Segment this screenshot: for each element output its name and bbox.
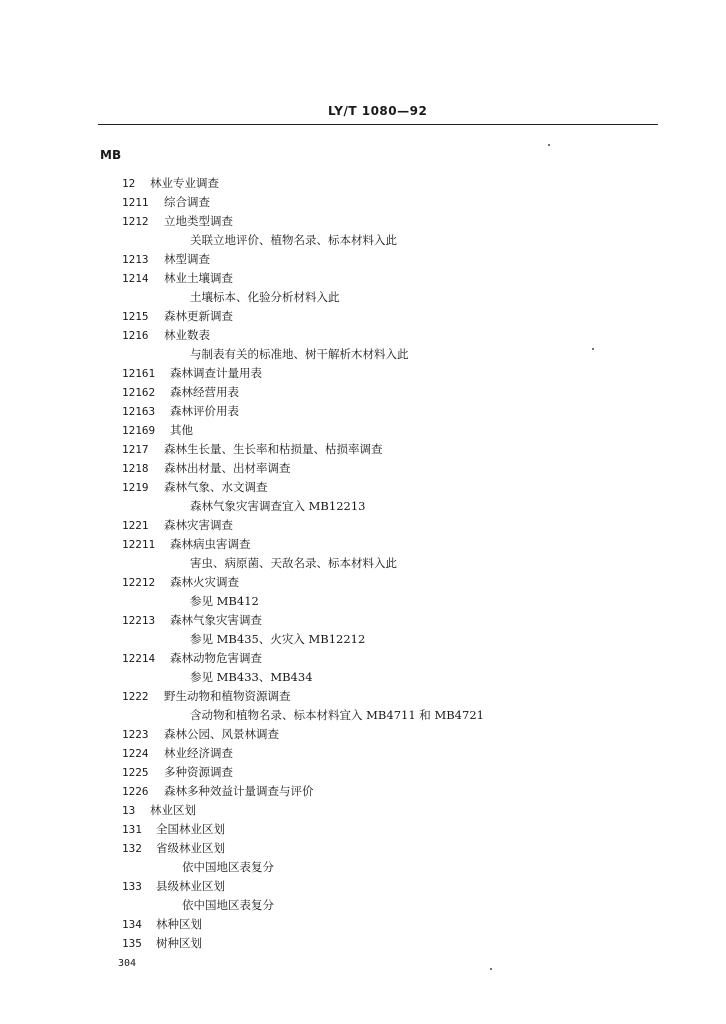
entry-code: 12169 <box>122 424 156 437</box>
entry-code: 12213 <box>122 614 156 627</box>
entry-code: 1218 <box>122 462 149 475</box>
entry-label: 林业专业调查 <box>150 176 219 190</box>
entry-label: 森林火灾调查 <box>170 575 239 589</box>
entry-row <box>0 421 726 440</box>
entry-label: 综合调查 <box>164 195 210 209</box>
entry-note: 害虫、病原菌、天敌名录、标本材料入此 <box>190 556 397 570</box>
entry-row <box>0 801 726 820</box>
entry-code: 1217 <box>122 443 149 456</box>
entry-label: 森林病虫害调查 <box>170 537 251 551</box>
entry-label: 森林调查计量用表 <box>170 366 262 380</box>
entry-note-row <box>0 592 726 611</box>
entry-code: 1213 <box>122 253 149 266</box>
entry-code: 12161 <box>122 367 156 380</box>
entry-note: 含动物和植物名录、标本材料宜入 MB4711 和 MB4721 <box>190 708 484 722</box>
entry-row <box>0 934 726 953</box>
entry-note-row <box>0 288 726 307</box>
entry-label: 森林多种效益计量调查与评价 <box>164 784 314 798</box>
entry-row <box>0 193 726 212</box>
entry-label: 立地类型调查 <box>164 214 233 228</box>
entry-note: 依中国地区表复分 <box>182 898 274 912</box>
entry-label: 森林公园、风景林调查 <box>164 727 279 741</box>
entry-note: 依中国地区表复分 <box>182 860 274 874</box>
entry-code: 12214 <box>122 652 156 665</box>
entry-note: 参见 MB433、MB434 <box>190 670 313 684</box>
entry-note: 参见 MB435、火灾入 MB12212 <box>190 632 366 646</box>
entry-code: 1223 <box>122 728 149 741</box>
entry-label: 森林更新调查 <box>164 309 233 323</box>
entry-row <box>0 573 726 592</box>
entry-label: 多种资源调查 <box>164 765 233 779</box>
entry-row <box>0 687 726 706</box>
entry-label: 县级林业区划 <box>156 879 225 893</box>
page-header: LY/T 1080—92 <box>328 104 428 118</box>
entry-code: 1212 <box>122 215 149 228</box>
entry-note-row <box>0 896 726 915</box>
entry-label: 树种区划 <box>156 936 202 950</box>
entry-note: 森林气象灾害调查宜入 MB12213 <box>190 499 366 513</box>
entry-label: 林业数表 <box>164 328 210 342</box>
entry-row <box>0 402 726 421</box>
entry-code: 1216 <box>122 329 149 342</box>
entry-note-row <box>0 554 726 573</box>
entry-label: 森林生长量、生长率和枯损量、枯损率调查 <box>164 442 383 456</box>
entry-label: 森林灾害调查 <box>164 518 233 532</box>
entry-note-row <box>0 630 726 649</box>
entry-row <box>0 307 726 326</box>
entry-label: 其他 <box>170 423 193 437</box>
entry-label: 森林气象灾害调查 <box>170 613 262 627</box>
entry-label: 森林动物危害调查 <box>170 651 262 665</box>
entry-label: 林业区划 <box>150 803 196 817</box>
entry-row <box>0 459 726 478</box>
entry-row <box>0 364 726 383</box>
entry-row <box>0 535 726 554</box>
entry-row <box>0 725 726 744</box>
entry-row <box>0 820 726 839</box>
scan-speck <box>548 144 550 146</box>
entry-label: 林业经济调查 <box>164 746 233 760</box>
entry-code: 1211 <box>122 196 149 209</box>
entry-code: 12211 <box>122 538 156 551</box>
entry-label: 林型调查 <box>164 252 210 266</box>
entry-code: 1215 <box>122 310 149 323</box>
entry-code: 1214 <box>122 272 149 285</box>
entry-code: 133 <box>122 880 142 893</box>
entry-row <box>0 478 726 497</box>
entry-row <box>0 174 726 193</box>
entry-code: 13 <box>122 804 136 817</box>
entry-note-row <box>0 706 726 725</box>
entry-code: 131 <box>122 823 142 836</box>
entry-code: 1221 <box>122 519 149 532</box>
header-rule <box>98 124 658 125</box>
entry-row <box>0 269 726 288</box>
entry-row <box>0 440 726 459</box>
entry-code: 134 <box>122 918 142 931</box>
entry-row <box>0 326 726 345</box>
entry-label: 森林气象、水文调查 <box>164 480 268 494</box>
entry-label: 野生动物和植物资源调查 <box>164 689 291 703</box>
entry-row <box>0 250 726 269</box>
entry-note-row <box>0 858 726 877</box>
entry-code: 1226 <box>122 785 149 798</box>
entry-note: 关联立地评价、植物名录、标本材料入此 <box>190 233 397 247</box>
entry-code: 132 <box>122 842 142 855</box>
entry-note-row <box>0 497 726 516</box>
section-code: MB <box>100 148 122 162</box>
entry-label: 省级林业区划 <box>156 841 225 855</box>
entry-code: 12162 <box>122 386 156 399</box>
entry-code: 1219 <box>122 481 149 494</box>
page-number: 304 <box>118 958 137 969</box>
entry-row <box>0 744 726 763</box>
entry-code: 12 <box>122 177 136 190</box>
entry-code: 135 <box>122 937 142 950</box>
scan-speck <box>592 348 594 350</box>
entry-row <box>0 212 726 231</box>
entry-note: 与制表有关的标准地、树干解析木材料入此 <box>190 347 409 361</box>
entry-row <box>0 611 726 630</box>
entry-row <box>0 877 726 896</box>
entry-row <box>0 649 726 668</box>
entry-row <box>0 383 726 402</box>
entry-code: 1224 <box>122 747 149 760</box>
entry-code: 1222 <box>122 690 149 703</box>
entry-row <box>0 763 726 782</box>
entry-note-row <box>0 668 726 687</box>
entry-row <box>0 915 726 934</box>
entry-label: 森林出材量、出材率调查 <box>164 461 291 475</box>
entry-label: 全国林业区划 <box>156 822 225 836</box>
entry-note: 参见 MB412 <box>190 594 259 608</box>
entry-label: 林业土壤调查 <box>164 271 233 285</box>
entry-label: 森林经营用表 <box>170 385 239 399</box>
entry-label: 森林评价用表 <box>170 404 239 418</box>
scan-speck <box>490 968 492 970</box>
entry-note-row <box>0 231 726 250</box>
entry-note: 土壤标本、化验分析材料入此 <box>190 290 340 304</box>
entry-row <box>0 839 726 858</box>
entry-row <box>0 516 726 535</box>
entry-code: 12163 <box>122 405 156 418</box>
entry-code: 12212 <box>122 576 156 589</box>
entry-code: 1225 <box>122 766 149 779</box>
entry-label: 林种区划 <box>156 917 202 931</box>
entry-row <box>0 782 726 801</box>
entry-note-row <box>0 345 726 364</box>
